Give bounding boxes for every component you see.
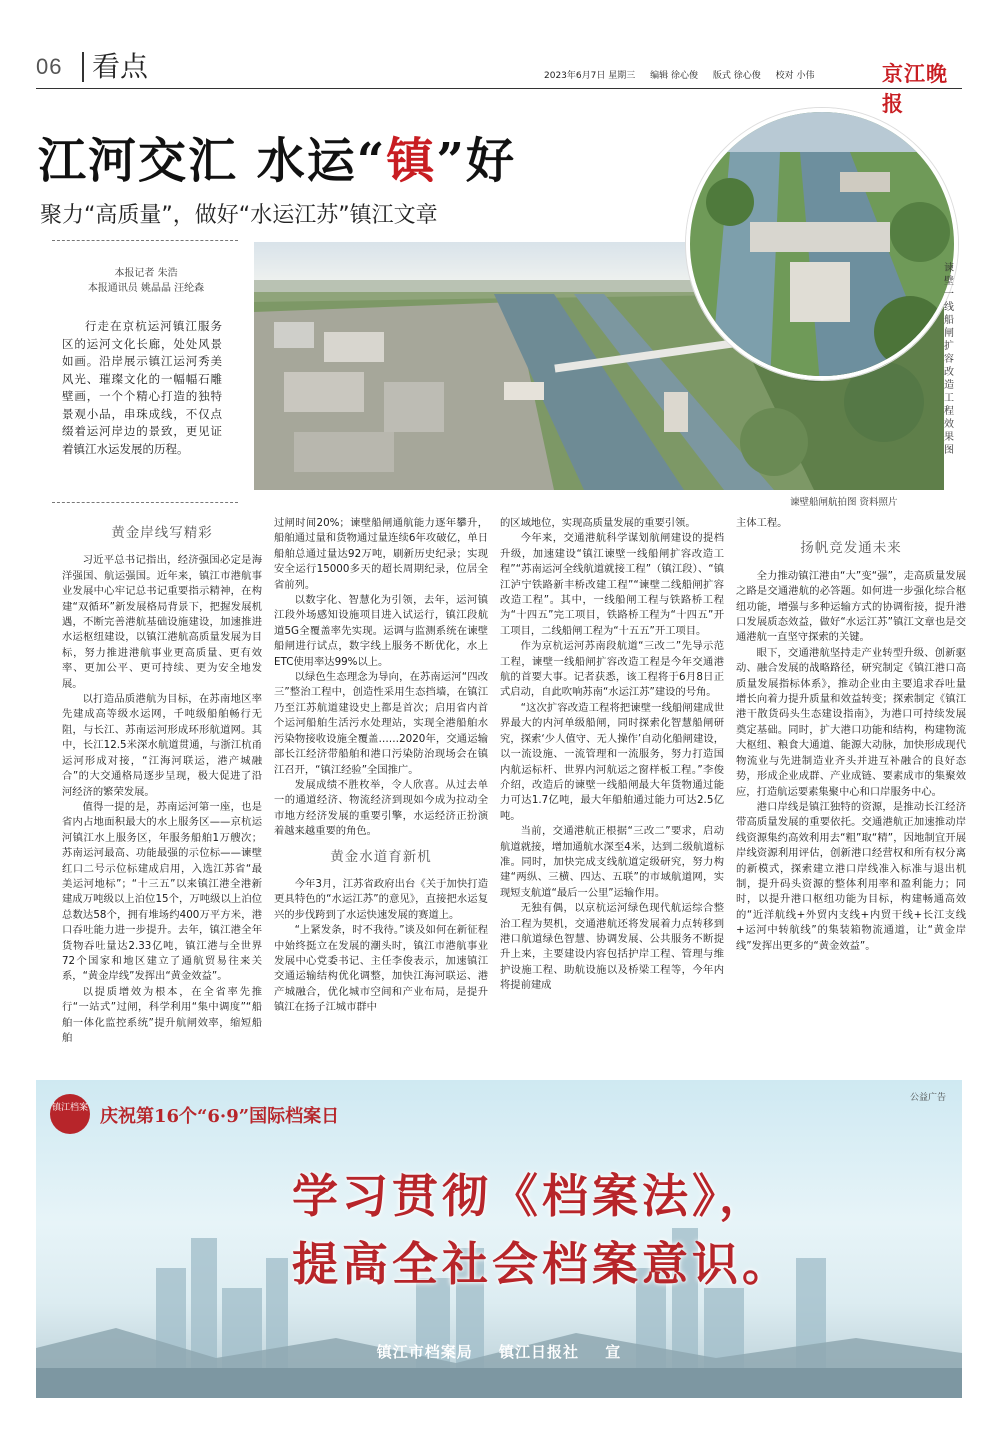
page-header [36, 50, 962, 116]
body-paragraph: 以绿色生态理念为导向，在苏南运河“四改三”整治工程中，创造性采用生态挡墙，在镇江乃至江苏航道建设史上都是首次；启用省内首个运河船舶生活污水处理站，实现全港船舶水污染物接收设施全覆盖……2020年，交通运输部长江经济带船舶和港口污染防治现场会在镇江召开，“镇江经验”全国推广。 [274, 671, 488, 776]
body-paragraph: “上紧发条，时不我待。”谈及如何在新征程中始终挺立在发展的潮头时，镇江市港航事业发展中心党委书记、主任李俊表示，加速镇江交通运输结构优化调整，加快江海河联运、港产城融合，优化城市空间和产业布局，是提升镇江在扬子江城市群中 [274, 924, 488, 1014]
proofreader-credit: 校对 小伟 [775, 71, 815, 81]
ad-slogan-line2: 提高全社会档案意识。 [292, 1237, 792, 1291]
body-paragraph: 今年来，交通港航科学谋划航闸建设的提档升级，加速建设“镇江谏壁一线船闸扩容改造工程”“苏南运河全线航道就接工程”（镇江段）、“镇江泸宁铁路新丰桥改建工程”“谏壁二线船闸扩容改造工程”。其中，一线船闸工程与铁路桥工程为“十四五”完工项目，铁路桥工程为“十四五”开工项目，二线船闸工程为“十五五”开工项目。 [500, 532, 724, 637]
archives-seal-icon: 镇江档案 [50, 1094, 90, 1134]
editor-credit: 编辑 徐心俊 [650, 71, 698, 81]
body-paragraph: 眼下，交通港航坚持走产业转型升级、创新驱动、融合发展的战略路径，研究制定《镇江港口高质量发展指标体系》，推动企业由主要追求吞吐量增长向着力提升质量和效益转变；探索制定《镇江港干散货码头生态建设指南》，为港口可持续发展奠定基础。同时，扩大港口功能和结构，构建物流大枢纽、粮食大通道、能源大动脉，加快形成现代物流业与先进制造业齐头并进互补融合的良好态势，形成企业成群、产业成链、要素成市的集聚效应，打造航运要素集聚中心和口岸服务中心。 [736, 646, 966, 798]
byline-top-divider [52, 240, 238, 241]
ad-tag: 公益广告 [909, 1093, 946, 1103]
rendering-caption: 谏壁一线船闸扩容改造工程效果图 [944, 263, 954, 456]
headline-highlight: 镇 [386, 133, 437, 189]
header-meta [544, 68, 826, 81]
ad-slogan-line1: 学习贯彻《档案法》， [292, 1169, 769, 1223]
ad-sponsor-newspaper: 镇江日报社 [498, 1343, 579, 1361]
page-number: 06 [36, 54, 63, 79]
newspaper-logo: 京江晚报 [882, 61, 948, 116]
header-divider [36, 88, 962, 89]
headline [38, 122, 516, 191]
byline-reporter: 本报记者 朱浩 [114, 268, 178, 279]
body-paragraph: 当前，交通港航正根据“三改二”要求，启动航道就接，增加通航水深至4米，达到二级航道标准。同时，加快完成支线航道定级研究，努力构建“两纵、三横、四达、五联”的市域航道网，实现短支航道“最后一公里”运输作用。 [500, 825, 724, 899]
section-subheading: 黄金岸线写精彩 [111, 525, 213, 541]
body-paragraph: 过闸时间20%；谏壁船闸通航能力逐年攀升，船舶通过量和货物通过量连续6年攻破亿，单日船舶总通过量达92万吨，刷新历史纪录；实现安全运行15000多天的超长周期纪录，位居全省前列。 [274, 517, 488, 591]
section-name: 看点 [82, 52, 148, 82]
photo-caption: 谏壁船闸航拍图 资料照片 [790, 497, 898, 508]
body-paragraph: 主体工程。 [736, 517, 788, 529]
byline [62, 266, 230, 296]
ad-title: 庆祝第16个“6·9”国际档案日 [100, 1106, 340, 1127]
subheadline: 聚力“高质量”，做好“水运江苏”镇江文章 [40, 203, 438, 228]
byline-correspondents: 本报通讯员 姚晶晶 汪纶森 [87, 283, 205, 294]
issue-date: 2023年6月7日 星期三 [544, 71, 636, 81]
body-paragraph: 全力推动镇江港由“大”变“强”，走高质量发展之路是交通港航的必答题。如何进一步强化综合枢纽功能，增强与多种运输方式的协调衔接，提升港口发展质态效益，做好“水运江苏”镇江文章也是交通港航一直坚守探索的关键。 [736, 569, 966, 644]
section-subheading: 黄金水道育新机 [330, 848, 432, 865]
body-paragraph: 以打造品质港航为目标，在苏南地区率先建成高等级水运网，千吨级船舶畅行无阻，与长江、苏南运河形成环形航道网。其中，长江12.5米深水航道贯通，与浙江杭甬运河形成对接，“江海河联运，港产城融合”的大交通格局逐步呈现，极大促进了沿河经济的繁荣发展。 [62, 693, 262, 798]
ad-sponsor-suffix: 宣 [605, 1343, 622, 1361]
article-column-3 [500, 516, 724, 994]
body-paragraph: 港口岸线是镇江独特的资源，是推动长江经济带高质量发展的重要依托。交通港航正加速推动岸线资源集约高效利用去“粗”取“精”，因地制宜开展岸线资源利用评估，创新港口经营权和所有权分离的新模式，探索建立港口岸线准入标准与退出机制，提升码头资源的整体利用率和盈利能力；同时，以提升港口枢纽功能为目标，构建畅通高效的“近洋航线+外贸内支线+内贸干线+长江支线+运河中转航线”的集装箱物流通道，让“黄金岸线”发挥出更多的“黄金效益”。 [736, 800, 966, 952]
body-paragraph: 作为京杭运河苏南段航道“三改二”先导示范工程，谏壁一线船闸扩容改造工程是今年交通港航的首要大事。记者获悉，该工程将于6月8日正式启动，自此吹响苏南“水运江苏”建设的号角。 [500, 640, 724, 699]
section-subheading: 扬帆竞发通未来 [800, 540, 902, 557]
intro-paragraph: 行走在京杭运河镇江服务区的运河文化长廊，处处风景如画。沿岸展示镇江运河秀美风光、璀璨文化的一幅幅石雕壁画，一个个精心打造的独特景观小品，串珠成线，不仅点缀着运河岸边的景致，更见证着镇江水运发展的历程。 [62, 319, 222, 456]
article-column-4 [736, 516, 966, 954]
article-column-2 [274, 516, 488, 1016]
body-paragraph: 的区域地位，实现高质量发展的重要引领。 [500, 517, 696, 529]
headline-part2: ”好 [436, 133, 516, 189]
article-column-1 [62, 516, 262, 1046]
body-paragraph: 无独有偶，以京杭运河绿色现代航运综合整治工程为契机，交通港航还将发展着力点转移到港口航道绿色智慧、协调发展、公共服务不断提升上来，主要建设内容包括护岸工程、管理与维护设施工程、助航设施以及桥梁工程等，今年内将提前建成 [500, 902, 724, 992]
headline-part1: 江河交汇 水运“ [38, 133, 387, 189]
intro-bottom-divider [52, 502, 238, 503]
body-paragraph: 今年3月，江苏省政府出台《关于加快打造更具特色的“水运江苏”的意见》，直接把水运复兴的步伐跨到了水运快速发展的赛道上。 [274, 877, 488, 921]
ad-sponsors [36, 1341, 962, 1362]
ad-sponsor-archives: 镇江市档案局 [376, 1343, 473, 1361]
body-paragraph: 以提质增效为根本，在全省率先推行“一站式”过闸，科学利用“集中调度”“船舶一体化监控系统”提升航闸效率，缩短船舶 [62, 985, 262, 1044]
body-paragraph: 发展成绩不胜枚举，令人欣喜。从过去单一的通道经济、物流经济到现如今成为拉动全市地方经济发展的重要引擎，水运经济正扮演着越来越重要的角色。 [274, 778, 488, 838]
body-paragraph: 值得一提的是，苏南运河第一座，也是省内占地面积最大的水上服务区——京杭运河镇江水上服务区，年服务船舶1万艘次；苏南运河最高、功能最强的示位标——谏壁红口二号示位标建成启用，入选江苏省“最美运河地标”；“十三五”以来镇江港全港新建成万吨级以上泊位15个，万吨级以上泊位总数达58个，拥有堆场约400万平方米，港口吞吐能力进一步提升。去年，镇江港全年货物吞吐量达2.33亿吨，镇江港与全世界72个国家和地区建立了通航贸易往来关系，“黄金岸线”发挥出“黄金效益”。 [62, 800, 262, 983]
body-paragraph: 以数字化、智慧化为引领，去年，运河镇江段外场感知设施项目进入试运行，镇江段航道5G全覆盖率先实现。运调与监测系统在谏壁船闸进行试点，数字线上服务不断优化，水上ETC使用率达99%以上。 [274, 594, 488, 668]
archives-day-ad [36, 1080, 962, 1398]
layout-credit: 版式 徐心俊 [712, 71, 761, 81]
body-paragraph: “这次扩容改造工程将把谏壁一线船闸建成世界最大的内河单级船闸，同时探索化智慧船闸研究，探索‘少人值守、无人操作’自动化船闸建设，以一流设施、一流管理和一流服务，努力打造国内航运标杆、世界内河航运之窗样板工程。”李俊介绍，改造后的谏壁一线船闸最大年货物通过能力可达1.7亿吨，最大年船舶通过能力可达2.5亿吨。 [500, 701, 724, 822]
body-paragraph: 习近平总书记指出，经济强国必定是海洋强国、航运强国。近年来，镇江市港航事业发展中心牢记总书记重要指示精神，在构建“双循环”新发展格局背景下，把握发展机遇，不断完善港航基础设施建设，加速推进水运枢纽建设，以镇江港航高质量发展为目标，努力推进港航事业更高质量、更有效率、更加公平、更可持续、更为安全地发展。 [62, 554, 262, 690]
lock-rendering-photo [686, 108, 958, 380]
